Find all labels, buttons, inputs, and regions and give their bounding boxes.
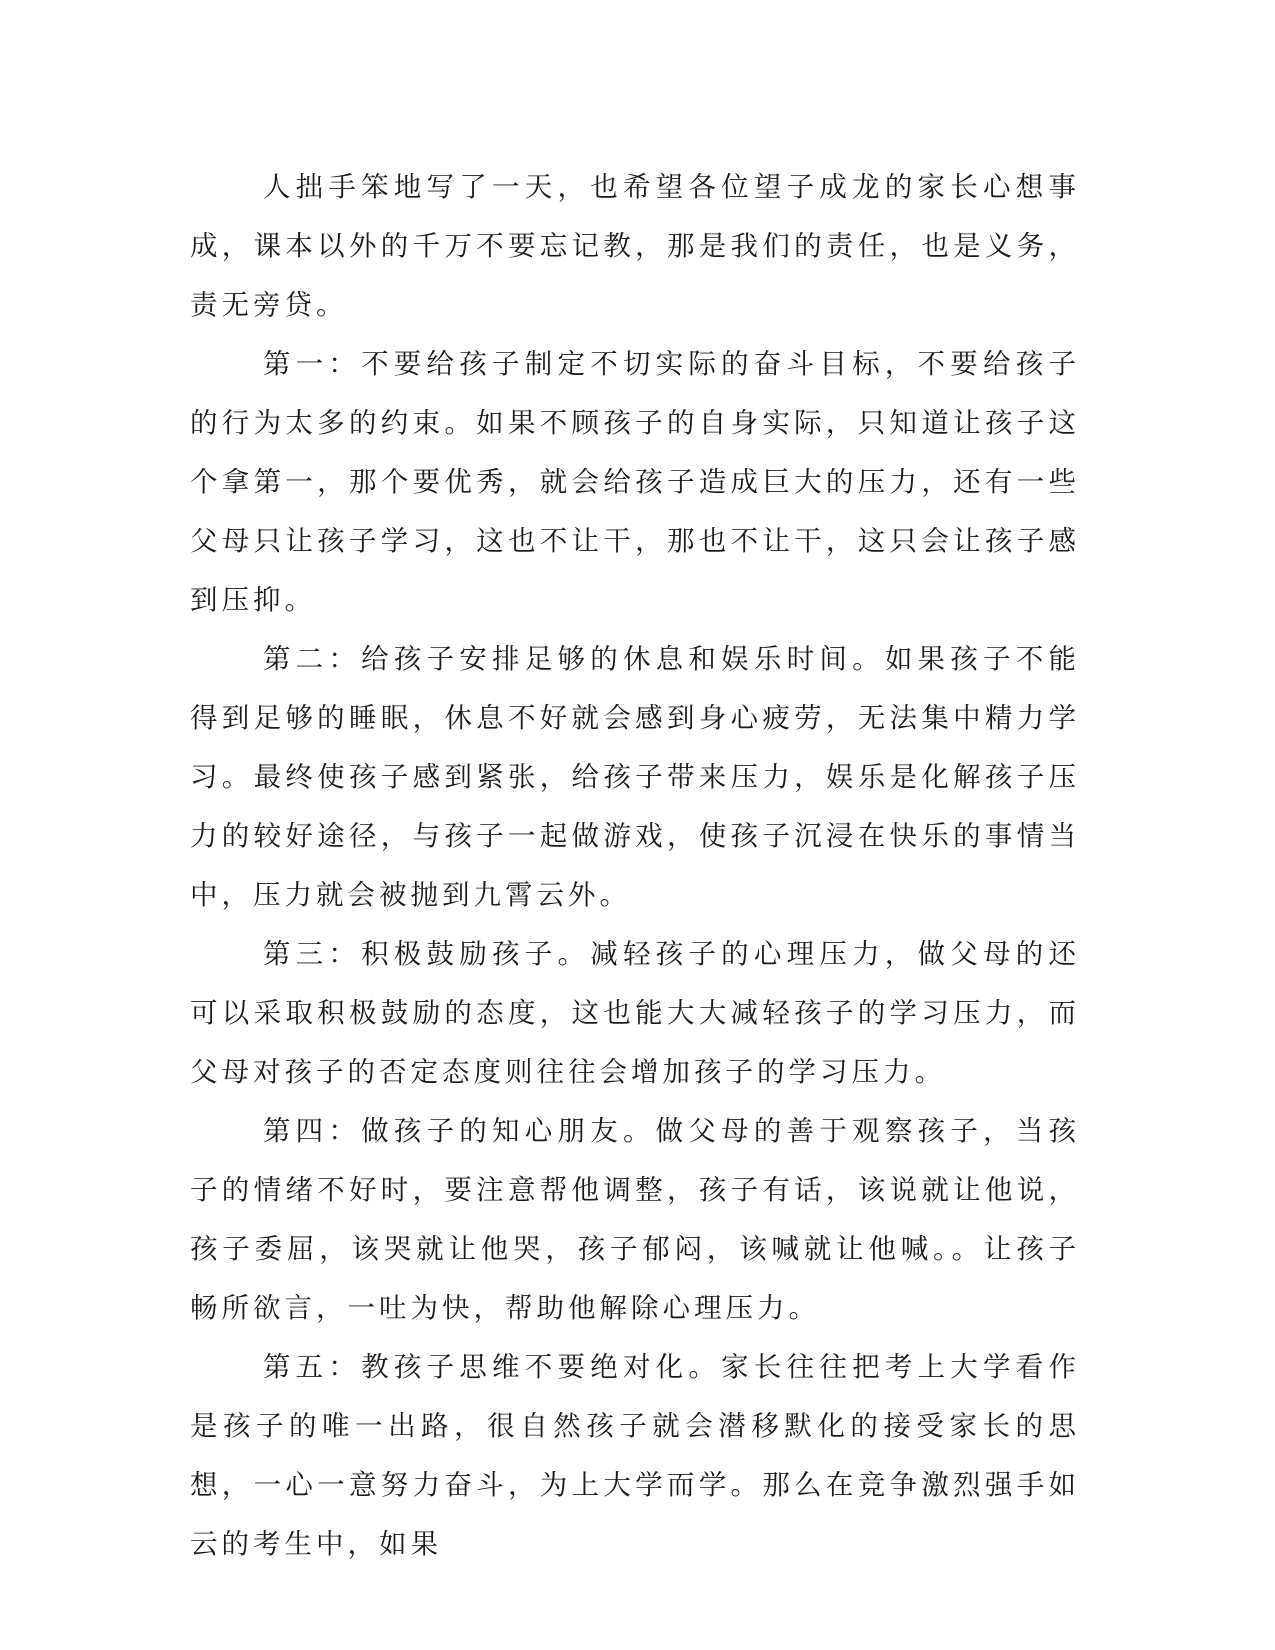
paragraph-intro: 人拙手笨地写了一天，也希望各位望子成龙的家长心想事成，课本以外的千万不要忘记教，那是我们的责任，也是义务，责无旁贷。: [190, 171, 1080, 321]
paragraph-point-4: 第四：做孩子的知心朋友。做父母的善于观察孩子，当孩子的情绪不好时，要注意帮他调整，孩子有话，该说就让他说，孩子委屈，该哭就让他哭，孩子郁闷，该喊就让他喊。。让孩子畅所欲言，一吐为快，帮助他解除心理压力。: [190, 1115, 1080, 1324]
paragraph-point-2: 第二：给孩子安排足够的休息和娱乐时间。如果孩子不能得到足够的睡眠，休息不好就会感到身心疲劳，无法集中精力学习。最终使孩子感到紧张，给孩子带来压力，娱乐是化解孩子压力的较好途径，与孩子一起做游戏，使孩子沉浸在快乐的事情当中，压力就会被抛到九霄云外。: [190, 643, 1080, 911]
document-body: [190, 158, 1080, 1574]
paragraph-point-5: 第五：教孩子思维不要绝对化。家长往往把考上大学看作是孩子的唯一出路，很自然孩子就会潜移默化的接受家长的思想，一心一意努力奋斗，为上大学而学。那么在竞争激烈强手如云的考生中，如果: [190, 1351, 1080, 1560]
paragraph-point-1: 第一：不要给孩子制定不切实际的奋斗目标，不要给孩子的行为太多的约束。如果不顾孩子的自身实际，只知道让孩子这个拿第一，那个要优秀，就会给孩子造成巨大的压力，还有一些父母只让孩子学习，这也不让干，那也不让干，这只会让孩子感到压抑。: [190, 348, 1080, 616]
paragraph-point-3: 第三：积极鼓励孩子。减轻孩子的心理压力，做父母的还可以采取积极鼓励的态度，这也能大大减轻孩子的学习压力，而父母对孩子的否定态度则往往会增加孩子的学习压力。: [190, 938, 1080, 1088]
